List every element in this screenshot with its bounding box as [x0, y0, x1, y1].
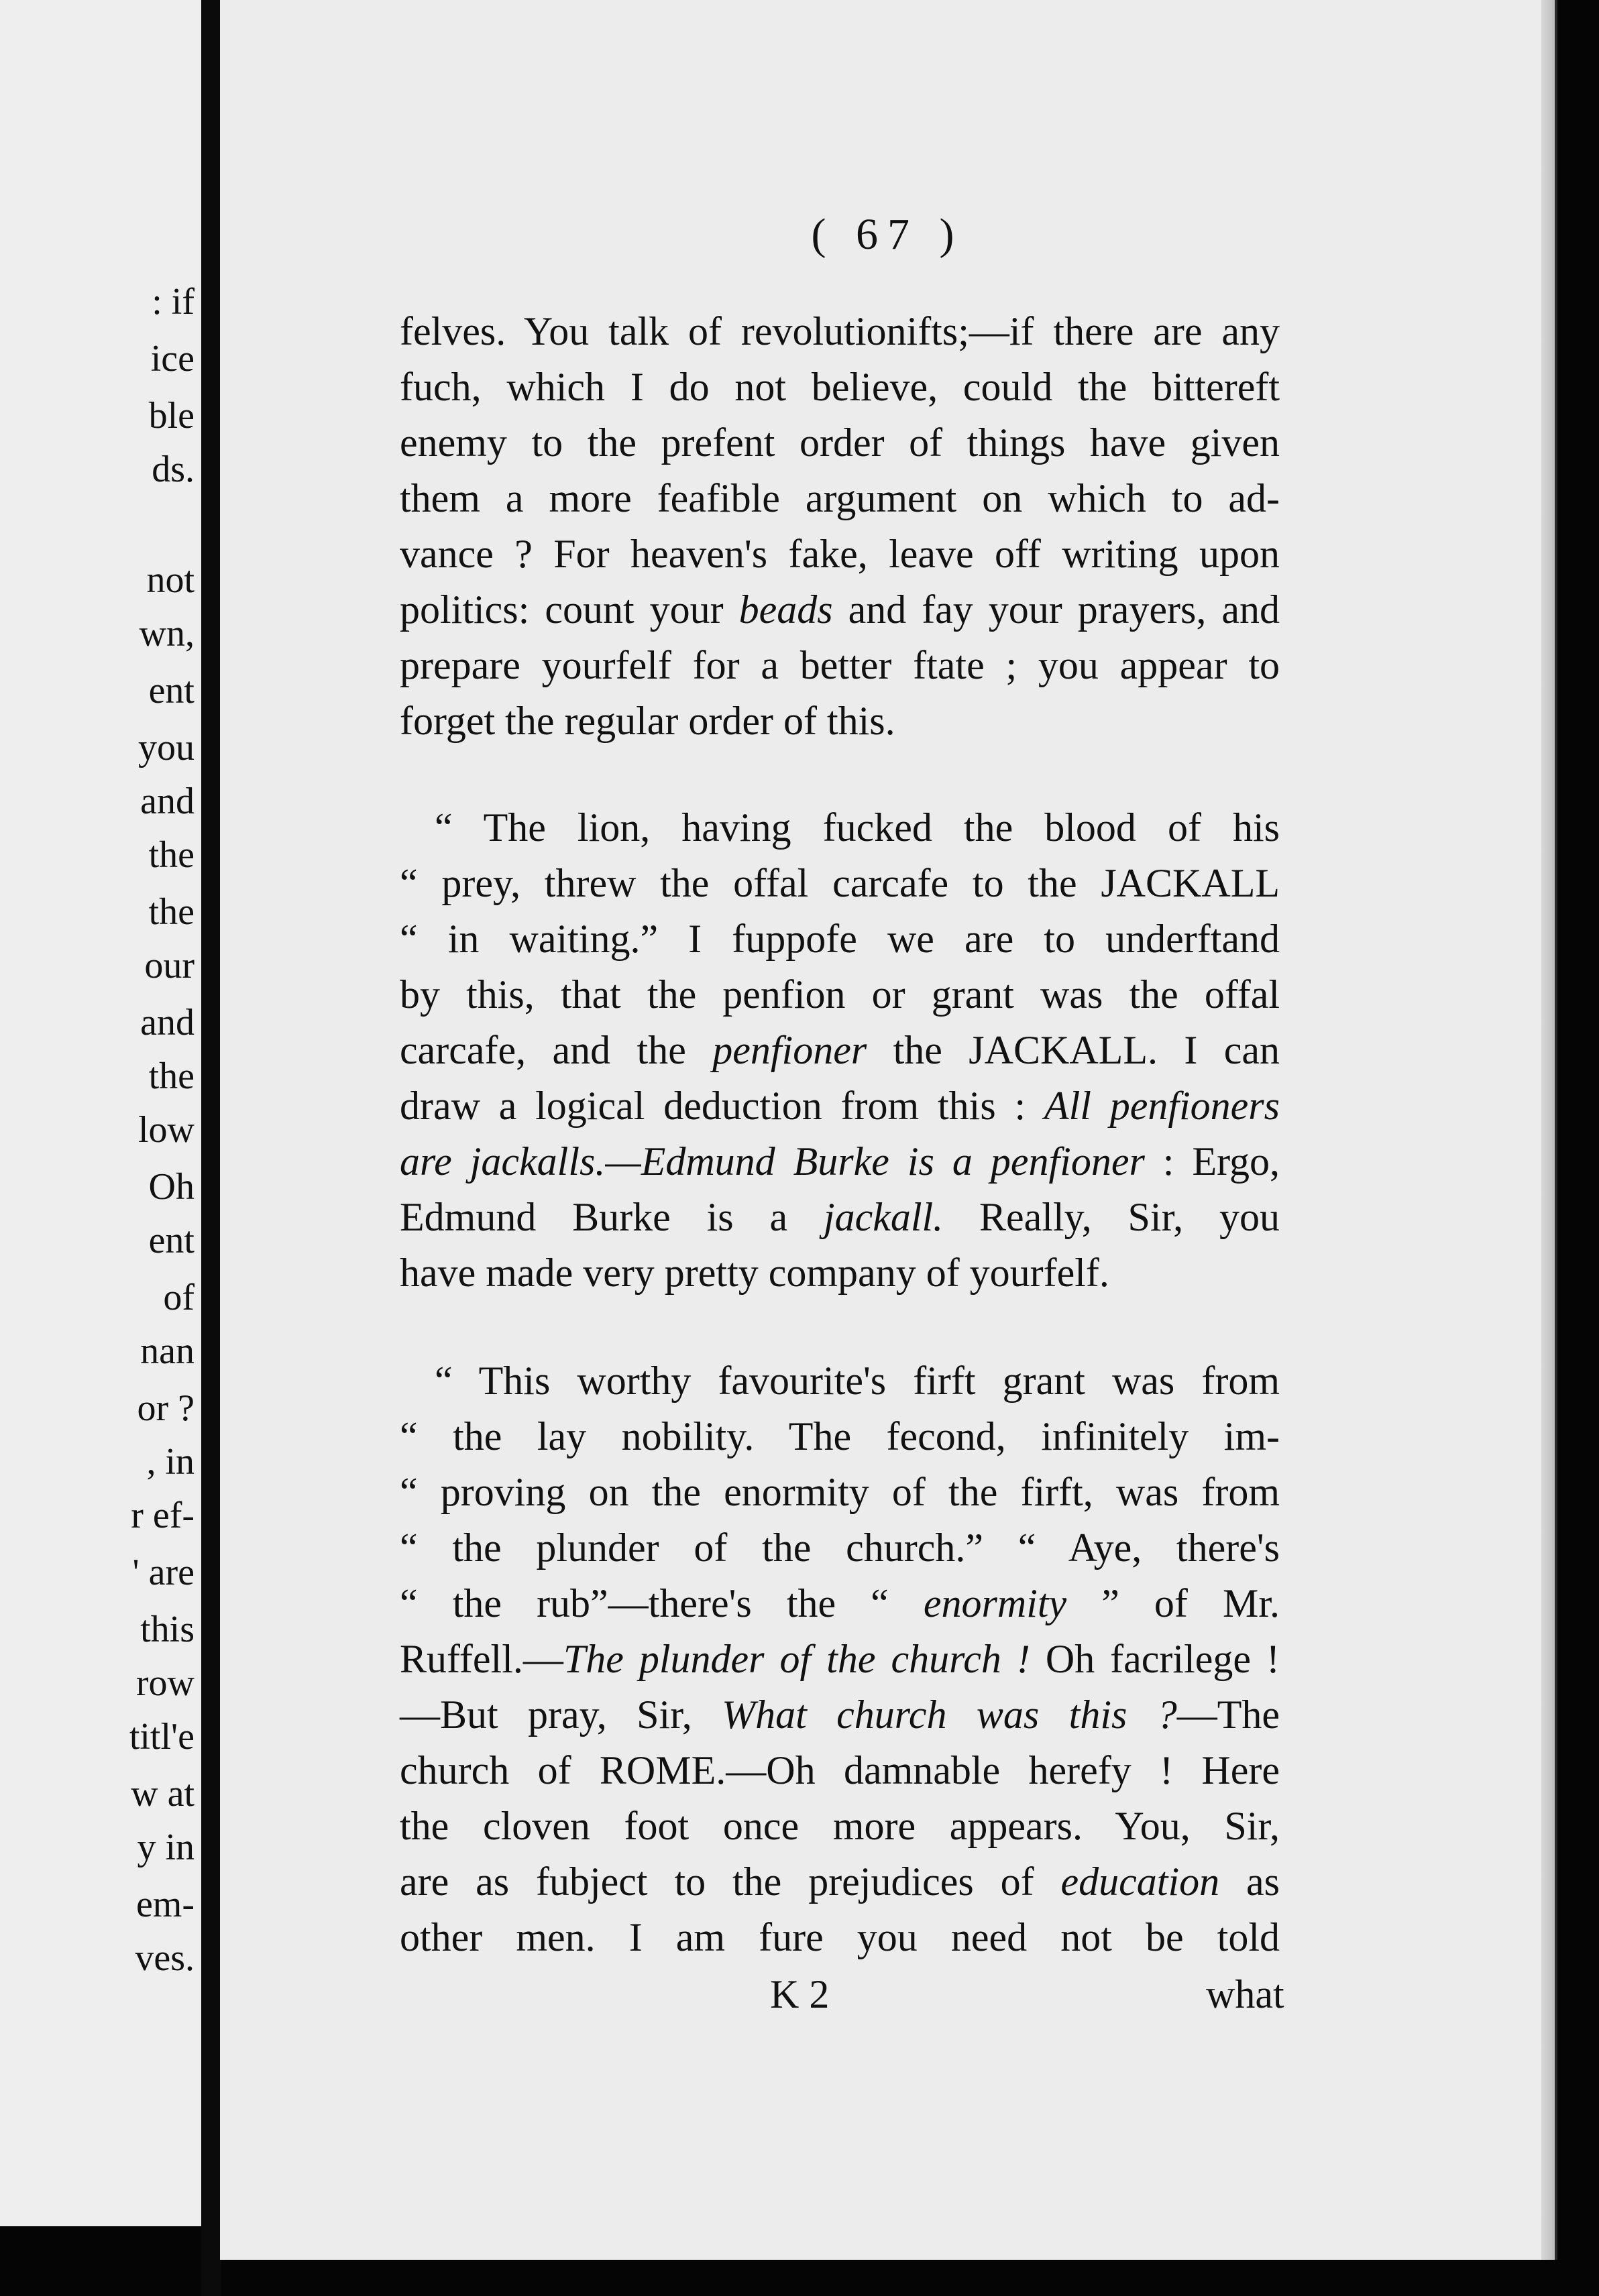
left-page-line: titl'e: [129, 1716, 195, 1758]
text-line: [435, 805, 1280, 850]
left-page-line: , in: [146, 1441, 195, 1483]
page-number: ( 67 ): [811, 210, 964, 259]
italic-text: are jackalls.—Edmund Burke is a penfioner: [400, 1139, 1145, 1184]
text-line: [400, 1747, 1280, 1793]
previous-page-fragment: [0, 0, 203, 2226]
text-line: [400, 1083, 1280, 1129]
text-run: “ This worthy favourite's firft grant was from: [435, 1359, 1280, 1403]
italic-text: penfioner: [712, 1028, 867, 1072]
text-run: carcafe, and the: [400, 1028, 713, 1072]
left-page-line: and: [140, 1002, 195, 1043]
text-line: [400, 1469, 1280, 1515]
text-run: “ prey, threw the offal carcafe to the JACKALL: [400, 861, 1280, 905]
text-run: “ the plunder of the church.” “ Aye, there's: [400, 1526, 1280, 1570]
text-run: by this, that the penfion or grant was the offal: [400, 972, 1280, 1017]
text-line: [400, 972, 1280, 1017]
left-page-line: y in: [137, 1827, 195, 1868]
left-page-line: not: [146, 559, 195, 601]
left-page-line: ble: [148, 395, 195, 437]
text-run: “ The lion, having fucked the blood of his: [435, 805, 1280, 850]
text-run: —The: [1176, 1692, 1280, 1737]
left-page-line: the: [148, 891, 195, 933]
book-page: [220, 0, 1557, 2260]
left-page-line: this: [140, 1609, 195, 1650]
left-page-line: of: [163, 1277, 195, 1318]
left-page-line: you: [138, 727, 195, 768]
text-run: forget the regular order of this.: [400, 699, 895, 743]
left-page-line: : if: [152, 281, 195, 323]
text-run: “ proving on the enormity of the firft, was from: [400, 1470, 1280, 1514]
left-page-line: ' are: [132, 1552, 195, 1593]
text-run: Oh facrilege !: [1030, 1637, 1280, 1681]
text-run: : Ergo,: [1144, 1139, 1280, 1184]
text-line: [400, 308, 1280, 354]
italic-text: The plunder of the church !: [563, 1637, 1030, 1681]
left-page-line: wn,: [139, 613, 195, 654]
text-run: Edmund Burke is a: [400, 1195, 824, 1239]
left-page-line: Oh: [148, 1166, 195, 1208]
italic-text: jackall.: [823, 1195, 944, 1239]
left-page-line: the: [148, 1055, 195, 1097]
text-line: [400, 475, 1280, 521]
text-run: ” of Mr.: [1066, 1581, 1280, 1625]
text-run: prepare yourfelf for a better ftate ; you appear to: [400, 643, 1280, 687]
left-page-line: the: [148, 834, 195, 876]
text-line: [400, 916, 1280, 962]
page-edge: [1541, 0, 1555, 2260]
text-line: [400, 587, 1280, 632]
left-page-line: our: [144, 945, 195, 986]
italic-text: beads: [738, 587, 833, 632]
left-page-line: ice: [150, 338, 195, 380]
text-run: enemy to the prefent order of things have given: [400, 420, 1280, 465]
text-run: are as fubject to the prejudices of: [400, 1859, 1061, 1904]
left-page-line: nan: [140, 1330, 195, 1372]
text-line: [400, 1027, 1280, 1073]
text-line: [400, 1692, 1280, 1737]
italic-text: All penfioners: [1044, 1084, 1280, 1128]
text-run: “ the lay nobility. The fecond, infinitely im-: [400, 1414, 1280, 1458]
binding-gutter: [201, 0, 221, 2296]
italic-text: education: [1060, 1859, 1220, 1904]
text-line: [400, 1194, 1280, 1240]
text-line: [400, 1250, 1280, 1296]
left-page-line: ds.: [152, 449, 195, 490]
text-line: [400, 420, 1280, 465]
text-run: Really, Sir, you: [943, 1195, 1280, 1239]
text-run: fuch, which I do not believe, could the bittereft: [400, 365, 1280, 409]
text-run: church of ROME.—Oh damnable herefy ! Here: [400, 1748, 1280, 1792]
text-run: and fay your prayers, and: [832, 587, 1280, 632]
text-line: [400, 364, 1280, 410]
text-run: felves. You talk of revolutionifts;—if there are any: [400, 309, 1280, 353]
text-line: [400, 1803, 1280, 1849]
text-run: have made very pretty company of yourfelf.: [400, 1251, 1109, 1295]
left-page-line: ent: [148, 1220, 195, 1261]
catchword: what: [1206, 1972, 1284, 2016]
text-run: the JACKALL. I can: [867, 1028, 1280, 1072]
left-page-line: low: [138, 1109, 195, 1151]
text-run: “ in waiting.” I fuppofe we are to underftand: [400, 917, 1280, 961]
signature-mark: K 2: [770, 1972, 830, 2016]
text-line: [400, 860, 1280, 906]
text-line: [400, 1581, 1280, 1626]
left-page-line: w at: [131, 1773, 195, 1815]
text-run: —But pray, Sir,: [400, 1692, 722, 1737]
italic-text: enormity: [923, 1581, 1067, 1625]
text-line: [400, 698, 1280, 744]
left-page-line: row: [135, 1662, 195, 1704]
text-run: as: [1219, 1859, 1280, 1904]
text-line: [400, 1139, 1280, 1184]
left-page-line: ves.: [135, 1937, 195, 1979]
text-run: politics: count your: [400, 587, 739, 632]
text-run: other men. I am fure you need not be told: [400, 1915, 1280, 1959]
left-page-line: or ?: [137, 1387, 195, 1429]
text-run: “ the rub”—there's the “: [400, 1581, 924, 1625]
left-page-line: and: [140, 781, 195, 822]
text-line: [400, 642, 1280, 688]
left-page-line: em-: [135, 1884, 195, 1925]
text-line: [400, 1914, 1280, 1960]
left-page-line: r ef-: [131, 1495, 195, 1536]
left-page-line: ent: [148, 670, 195, 711]
text-line: [400, 531, 1280, 577]
text-line: [400, 1859, 1280, 1904]
text-run: them a more feafible argument on which to ad-: [400, 476, 1280, 520]
text-run: draw a logical deduction from this :: [400, 1084, 1044, 1128]
text-line: [400, 1414, 1280, 1459]
text-run: vance ? For heaven's fake, leave off writing upon: [400, 532, 1280, 576]
text-run: the cloven foot once more appears. You, Sir,: [400, 1804, 1280, 1848]
italic-text: What church was this ?: [722, 1692, 1177, 1737]
text-line: [400, 1525, 1280, 1570]
text-line: [435, 1358, 1280, 1403]
text-run: Ruffell.—: [400, 1637, 563, 1681]
text-line: [400, 1636, 1280, 1682]
